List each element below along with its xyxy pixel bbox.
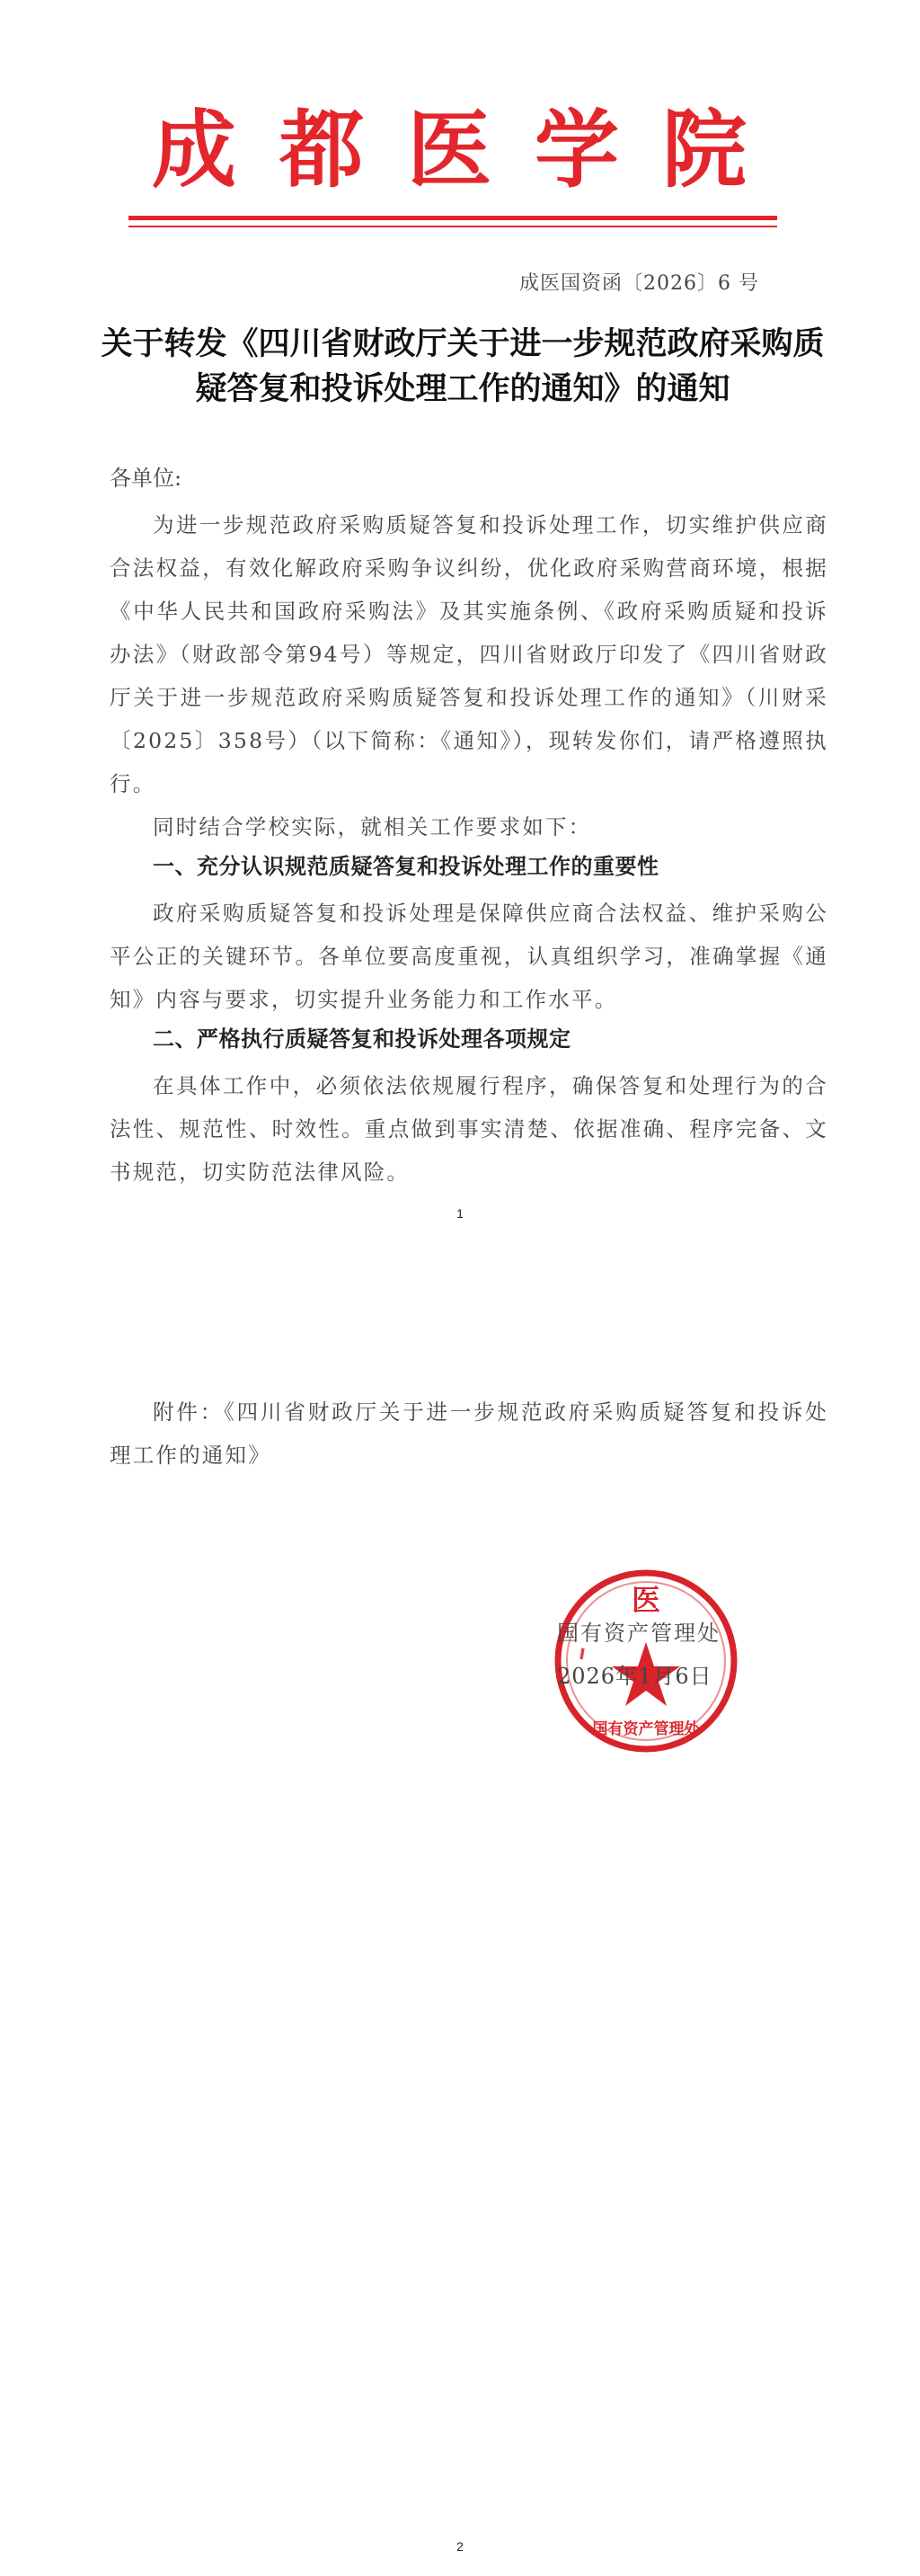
attachment-note: 附件：《四川省财政厅关于进一步规范政府采购质疑答复和投诉处理工作的通知》 <box>110 1399 828 1468</box>
issue-date: 2026年1月6日 <box>557 1664 712 1689</box>
masthead-title: 成都医学院 <box>151 101 790 200</box>
page-number: 1 <box>456 1206 464 1221</box>
page-2 <box>0 1288 920 2576</box>
seal-arc-text-left: ━ <box>571 1647 594 1661</box>
salutation: 各单位: <box>110 466 182 491</box>
intro-paragraph: 为进一步规范政府采购质疑答复和投诉处理工作，切实维护供应商合法权益，有效化解政府采购争议纠纷，优化政府采购营商环境，根据《中华人民共和国政府采购法》及其实施条例、《政府采购质疑和投诉办法》（财政部令第94号）等规定，四川省财政厅印发了《四川省财政厅关于进一步规范政府采购质疑答复和投诉处理工作的通知》（川财采〔2025〕358号）（以下简称：《通知》），现转发你们，请严格遵照执行。 <box>110 512 828 796</box>
masthead-rule-thin <box>128 226 777 227</box>
context-paragraph: 同时结合学校实际，就相关工作要求如下： <box>153 814 592 839</box>
section-2-body: 在具体工作中，必须依法依规履行程序，确保答复和处理行为的合法性、规范性、时效性。重点做到事实清楚、依据准确、程序完备、文书规范，切实防范法律风险。 <box>110 1073 828 1185</box>
seal-bottom-text: 国有资产管理处 <box>592 1720 700 1738</box>
document-title: 关于转发《四川省财政厅关于进一步规范政府采购质疑答复和投诉处理工作的通知》的通知 <box>101 325 825 407</box>
masthead-rule-thick <box>128 216 777 220</box>
section-heading-1: 一、充分认识规范质疑答复和投诉处理工作的重要性 <box>153 854 659 879</box>
section-1-body: 政府采购质疑答复和投诉处理是保障供应商合法权益、维护采购公平公正的关键环节。各单位要高度重视，认真组织学习，准确掌握《通知》内容与要求，切实提升业务能力和工作水平。 <box>110 901 828 1012</box>
page-number: 2 <box>456 2539 464 2554</box>
document-number: 成医国资函〔2026〕6 号 <box>519 272 759 295</box>
issuing-office: 国有资产管理处 <box>557 1621 721 1646</box>
section-heading-2: 二、严格执行质疑答复和投诉处理各项规定 <box>153 1026 571 1052</box>
seal-top-text: 医 <box>631 1583 661 1617</box>
